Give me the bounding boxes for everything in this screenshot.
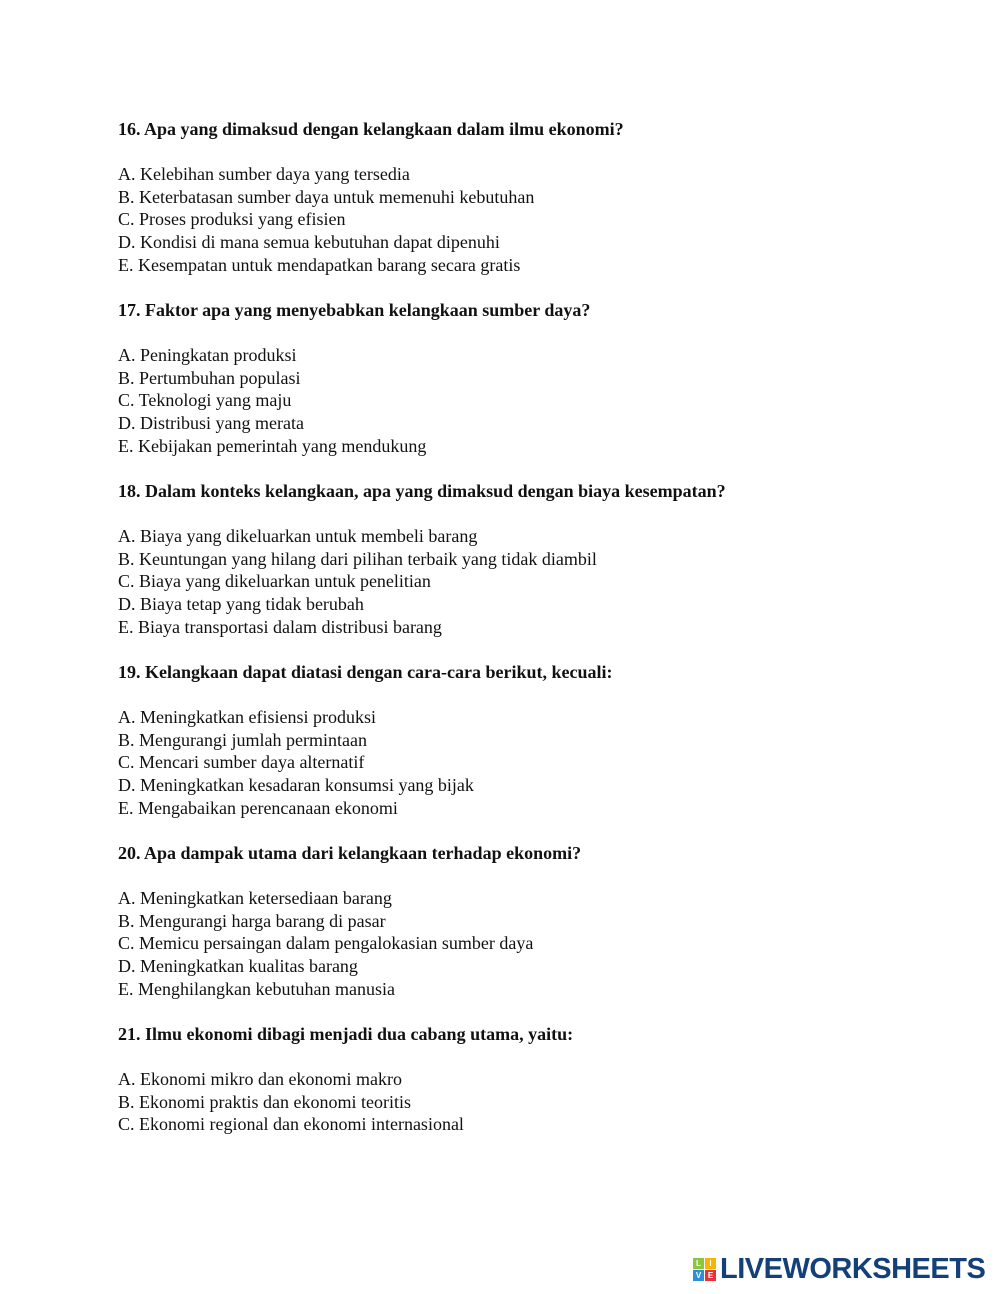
answer-option: E. Menghilangkan kebutuhan manusia (118, 978, 395, 999)
logo-tile: V (693, 1270, 704, 1281)
question-title: 19. Kelangkaan dapat diatasi dengan cara-cara berikut, kecuali: (118, 662, 613, 682)
question-title: 16. Apa yang dimaksud dengan kelangkaan dalam ilmu ekonomi? (118, 119, 624, 139)
question-title: 18. Dalam konteks kelangkaan, apa yang dimaksud dengan biaya kesempatan? (118, 481, 726, 501)
answer-option: E. Biaya transportasi dalam distribusi barang (118, 616, 442, 637)
answer-option: C. Proses produksi yang efisien (118, 209, 346, 230)
answer-option: C. Mencari sumber daya alternatif (118, 752, 365, 773)
logo-tile: L (693, 1258, 704, 1269)
liveworksheets-logo (693, 1253, 985, 1286)
question-block (118, 480, 726, 638)
answer-option: B. Mengurangi harga barang di pasar (118, 910, 386, 931)
answer-option: A. Meningkatkan ketersediaan barang (118, 888, 392, 909)
question-title: 21. Ilmu ekonomi dibagi menjadi dua cabang utama, yaitu: (118, 1024, 574, 1044)
answer-option: D. Meningkatkan kesadaran konsumsi yang bijak (118, 774, 474, 795)
answer-option: C. Teknologi yang maju (118, 390, 292, 411)
answer-option: A. Ekonomi mikro dan ekonomi makro (118, 1069, 402, 1090)
answer-option: E. Kebijakan pemerintah yang mendukung (118, 435, 427, 456)
question-title: 17. Faktor apa yang menyebabkan kelangkaan sumber daya? (118, 300, 591, 320)
answer-option: D. Biaya tetap yang tidak berubah (118, 593, 364, 614)
answer-option: A. Peningkatan produksi (118, 345, 297, 366)
answer-option: B. Pertumbuhan populasi (118, 367, 301, 388)
question-title: 20. Apa dampak utama dari kelangkaan terhadap ekonomi? (118, 843, 582, 863)
logo-tile: I (705, 1258, 716, 1269)
logo-text: LIVEWORKSHEETS (720, 1253, 986, 1285)
logo-tiles-icon (693, 1258, 716, 1281)
question-block (118, 118, 624, 276)
question-block (118, 299, 590, 457)
answer-option: D. Meningkatkan kualitas barang (118, 955, 358, 976)
question-block (118, 661, 613, 819)
question-block (118, 1023, 573, 1136)
answer-option: B. Mengurangi jumlah permintaan (118, 729, 367, 750)
answer-option: C. Biaya yang dikeluarkan untuk penelitian (118, 571, 431, 592)
answer-option: A. Biaya yang dikeluarkan untuk membeli barang (118, 526, 478, 547)
answer-option: C. Ekonomi regional dan ekonomi internasional (118, 1114, 464, 1135)
answer-option: A. Kelebihan sumber daya yang tersedia (118, 164, 410, 185)
answer-option: B. Keterbatasan sumber daya untuk memenuhi kebutuhan (118, 186, 535, 207)
logo-tile: E (705, 1270, 716, 1281)
answer-option: B. Keuntungan yang hilang dari pilihan terbaik yang tidak diambil (118, 548, 597, 569)
answer-option: A. Meningkatkan efisiensi produksi (118, 707, 376, 728)
answer-option: C. Memicu persaingan dalam pengalokasian sumber daya (118, 933, 534, 954)
answer-option: B. Ekonomi praktis dan ekonomi teoritis (118, 1091, 411, 1112)
answer-option: D. Distribusi yang merata (118, 412, 304, 433)
answer-option: E. Kesempatan untuk mendapatkan barang secara gratis (118, 254, 521, 275)
question-block (118, 842, 581, 1000)
answer-option: E. Mengabaikan perencanaan ekonomi (118, 797, 398, 818)
answer-option: D. Kondisi di mana semua kebutuhan dapat dipenuhi (118, 231, 500, 252)
